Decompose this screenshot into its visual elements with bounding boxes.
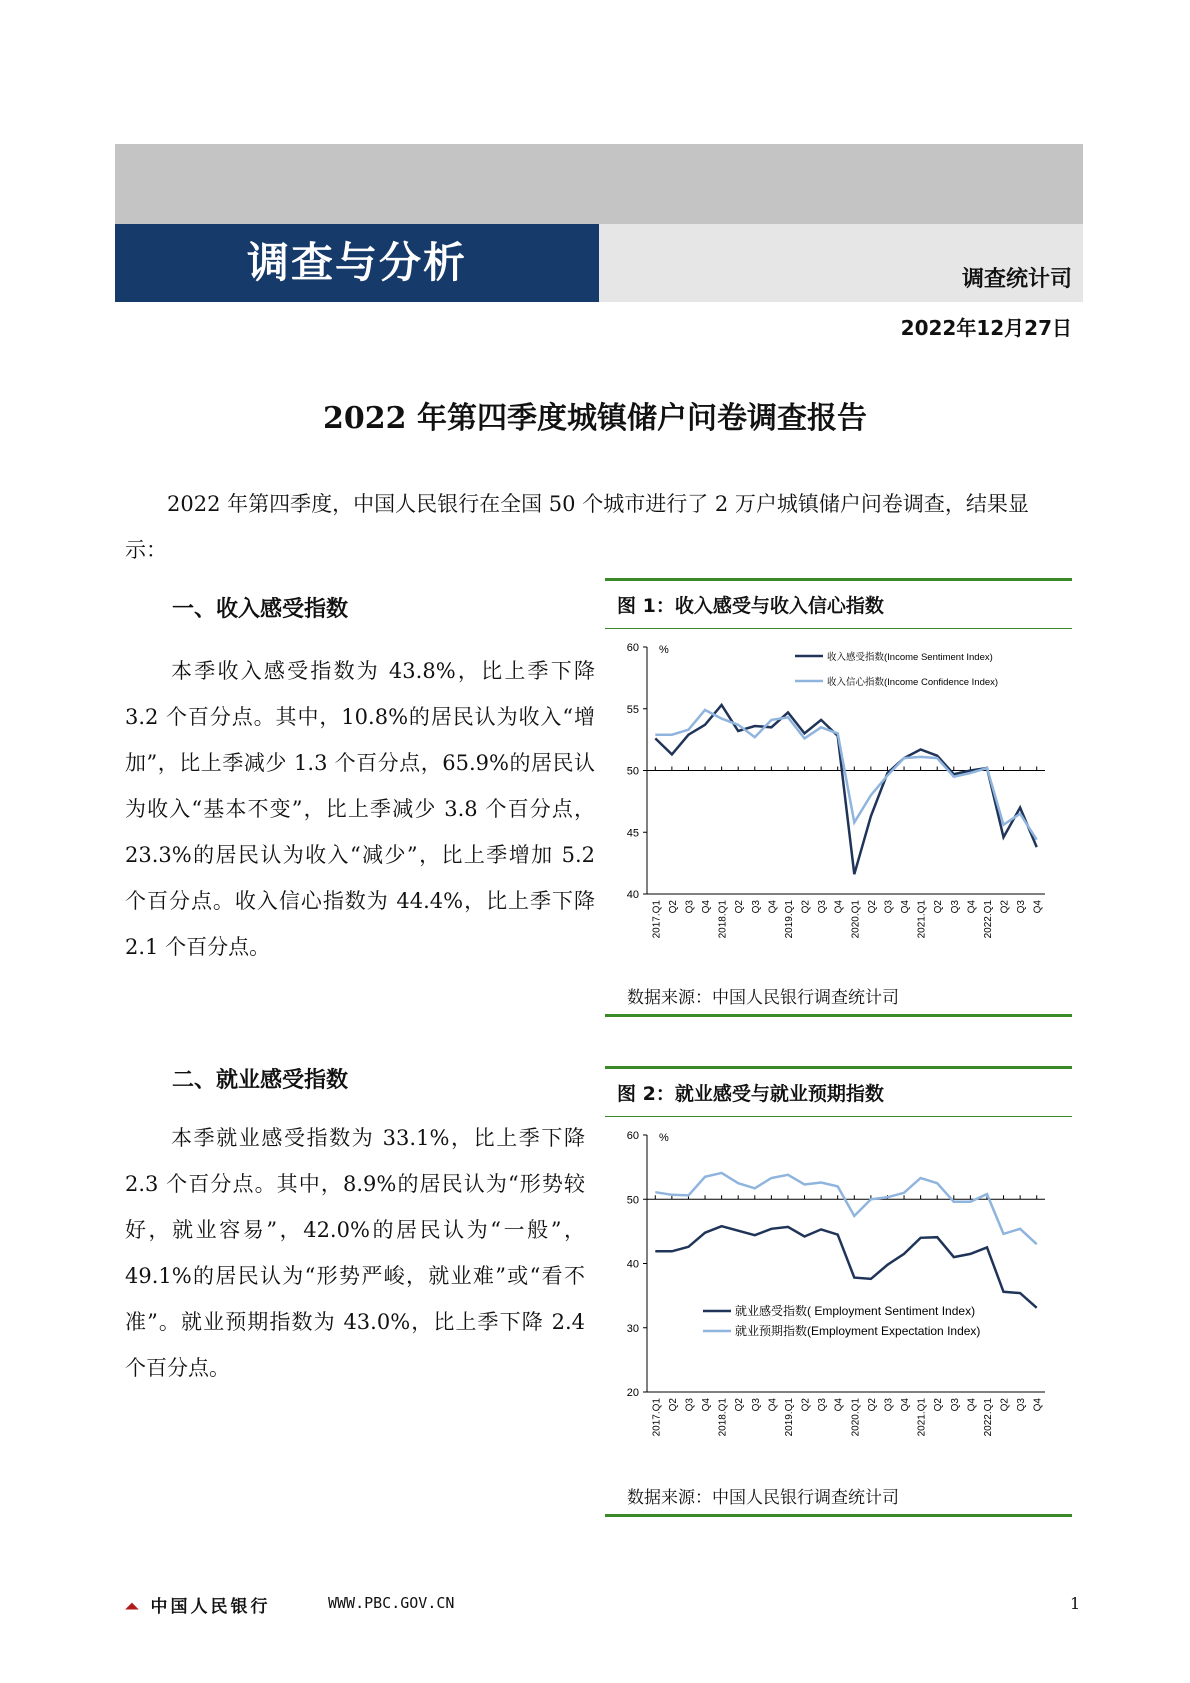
y-tick-label: 20 xyxy=(626,1387,639,1399)
footer-url[interactable]: WWW.PBC.GOV.CN xyxy=(328,1594,455,1612)
x-tick-label: Q2 xyxy=(999,900,1011,914)
footer-logo xyxy=(125,1592,271,1617)
y-tick-label: 50 xyxy=(626,1194,639,1207)
x-tick-label: 2017.Q1 xyxy=(651,1398,663,1437)
y-tick-label: 40 xyxy=(626,889,639,901)
section-body-income: 本季收入感受指数为 43.8%，比上季下降 3.2 个百分点。其中，10.8%的居民认为收入“增加”，比上季减少 1.3 个百分点，65.9%的居民认为收入“基本不变”，比上季减少 3.8 个百分点，23.3%的居民认为收入“减少”，比上季增加 5.2 个百分点。收入信心指数为 44.4%，比上季下降 2.1 个百分点。 xyxy=(125,659,595,959)
x-tick-label: Q4 xyxy=(833,900,845,914)
x-tick-label: Q3 xyxy=(817,1398,829,1412)
x-tick-label: 2021.Q1 xyxy=(916,900,928,939)
x-tick-label: Q4 xyxy=(833,1398,845,1412)
series-line-2 xyxy=(655,1173,1036,1244)
header-grey-band xyxy=(115,144,1083,224)
x-tick-label: Q3 xyxy=(949,1398,961,1412)
section-heading-income: 一、收入感受指数 xyxy=(172,597,349,622)
figure-2-title: 图 2：就业感受与就业预期指数 xyxy=(617,1083,884,1105)
figure-2-chart xyxy=(605,1117,1072,1479)
x-tick-label: 2022.Q1 xyxy=(982,1398,994,1437)
legend-label-2: 就业预期指数(Employment Expectation Index) xyxy=(735,1324,981,1338)
x-tick-label: Q4 xyxy=(966,900,978,914)
figure-1 xyxy=(605,578,1072,1017)
x-tick-label: Q4 xyxy=(1032,1398,1044,1412)
series-line-1 xyxy=(655,705,1036,874)
legend-label-2: 收入信心指数(Income Confidence Index) xyxy=(827,677,999,688)
x-tick-label: Q4 xyxy=(767,1398,779,1412)
x-tick-label: 2020.Q1 xyxy=(850,900,862,939)
x-tick-label: Q3 xyxy=(1016,1398,1028,1412)
series-line-1 xyxy=(655,1226,1036,1308)
x-tick-label: 2017.Q1 xyxy=(651,900,663,939)
x-tick-label: 2019.Q1 xyxy=(783,1398,795,1437)
x-tick-label: Q2 xyxy=(800,900,812,914)
x-tick-label: Q2 xyxy=(800,1398,812,1412)
unit-label: % xyxy=(659,644,669,656)
x-tick-label: Q2 xyxy=(667,900,679,914)
x-tick-label: Q3 xyxy=(750,900,762,914)
footer-logo-text: 中国人民银行 xyxy=(150,1597,271,1617)
x-tick-label: Q3 xyxy=(883,1398,895,1412)
pbc-emblem-icon: ⏶ xyxy=(125,1597,142,1617)
banner-title: 调查与分析 xyxy=(246,238,467,287)
x-tick-label: Q2 xyxy=(933,1398,945,1412)
x-tick-label: Q3 xyxy=(817,900,829,914)
x-tick-label: Q4 xyxy=(966,1398,978,1412)
x-tick-label: Q2 xyxy=(933,900,945,914)
x-tick-label: Q2 xyxy=(866,1398,878,1412)
x-tick-label: Q3 xyxy=(684,900,696,914)
y-tick-label: 60 xyxy=(626,642,639,654)
x-tick-label: 2021.Q1 xyxy=(916,1398,928,1437)
x-tick-label: Q4 xyxy=(767,900,779,914)
x-tick-label: Q4 xyxy=(701,900,713,914)
x-tick-label: Q4 xyxy=(900,900,912,914)
intro-paragraph: 2022 年第四季度，中国人民银行在全国 50 个城市进行了 2 万户城镇储户问卷调查，结果显示： xyxy=(125,492,1029,562)
y-tick-label: 55 xyxy=(626,703,639,716)
y-tick-label: 30 xyxy=(626,1322,639,1335)
figure-2-source: 数据来源：中国人民银行调查统计司 xyxy=(627,1488,899,1508)
x-tick-label: Q4 xyxy=(701,1398,713,1412)
y-tick-label: 45 xyxy=(626,827,639,840)
unit-label: % xyxy=(659,1132,669,1144)
x-tick-label: Q2 xyxy=(999,1398,1011,1412)
x-tick-label: 2020.Q1 xyxy=(850,1398,862,1437)
figure-1-source: 数据来源：中国人民银行调查统计司 xyxy=(627,988,899,1008)
x-tick-label: 2022.Q1 xyxy=(982,900,994,939)
section-heading-employment: 二、就业感受指数 xyxy=(172,1068,349,1093)
section-body-employment: 本季就业感受指数为 33.1%，比上季下降 2.3 个百分点。其中，8.9%的居民认为“形势较好，就业容易”，42.0%的居民认为“一般”，49.1%的居民认为“形势严峻，就业难”或“看不准”。就业预期指数为 43.0%，比上季下降 2.4 个百分点。 xyxy=(125,1126,585,1380)
x-tick-label: Q2 xyxy=(734,1398,746,1412)
legend-label-1: 就业感受指数( Employment Sentiment Index) xyxy=(735,1304,976,1318)
report-title: 2022 年第四季度城镇储户问卷调查报告 xyxy=(323,401,867,436)
y-tick-label: 60 xyxy=(626,1130,639,1142)
x-tick-label: Q4 xyxy=(900,1398,912,1412)
x-tick-label: Q3 xyxy=(750,1398,762,1412)
x-tick-label: Q2 xyxy=(667,1398,679,1412)
x-tick-label: Q3 xyxy=(883,900,895,914)
report-date: 2022年12月27日 xyxy=(900,316,1072,340)
x-tick-label: 2019.Q1 xyxy=(783,900,795,939)
department: 调查统计司 xyxy=(961,267,1072,292)
x-tick-label: Q2 xyxy=(866,900,878,914)
x-tick-label: Q2 xyxy=(734,900,746,914)
x-tick-label: Q3 xyxy=(1016,900,1028,914)
legend-label-1: 收入感受指数(Income Sentiment Index) xyxy=(827,652,993,663)
x-tick-label: Q4 xyxy=(1032,900,1044,914)
figure-1-chart xyxy=(605,629,1072,979)
x-tick-label: Q3 xyxy=(684,1398,696,1412)
x-tick-label: Q3 xyxy=(949,900,961,914)
figure-2 xyxy=(605,1066,1072,1517)
x-tick-label: 2018.Q1 xyxy=(717,900,729,939)
x-tick-label: 2018.Q1 xyxy=(717,1398,729,1437)
page-number: 1 xyxy=(1070,1594,1081,1613)
figure-2-bottom-rule xyxy=(605,1514,1072,1517)
figure-1-bottom-rule xyxy=(605,1014,1072,1017)
y-tick-label: 40 xyxy=(626,1258,639,1271)
y-tick-label: 50 xyxy=(626,765,639,778)
series-line-2 xyxy=(655,710,1036,840)
figure-1-title: 图 1：收入感受与收入信心指数 xyxy=(617,595,884,617)
